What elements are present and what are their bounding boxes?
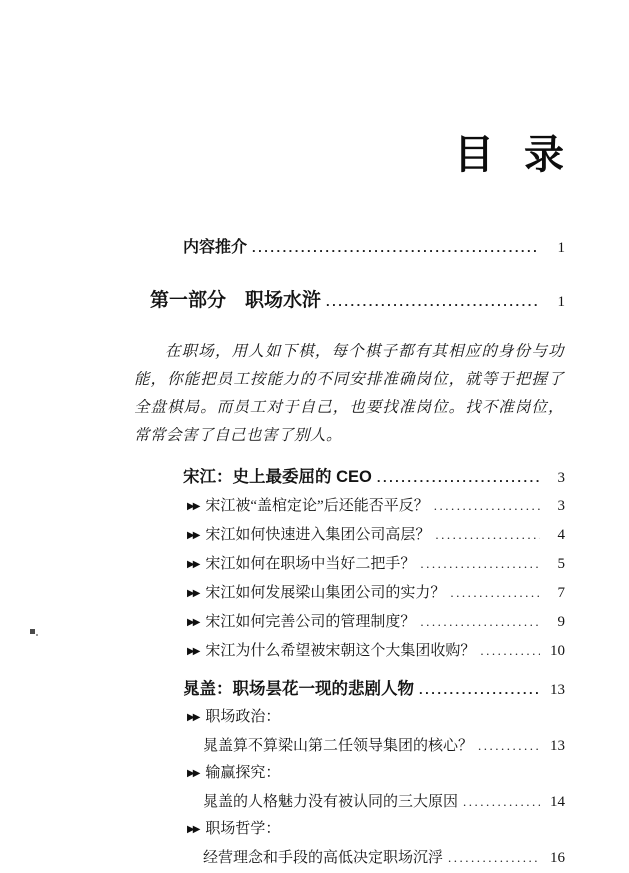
dot-leader bbox=[434, 492, 540, 519]
toc-entry-label: 第一部分 职场水浒 bbox=[150, 290, 322, 311]
dot-leader bbox=[480, 637, 540, 664]
toc-entry-front-matter bbox=[150, 234, 565, 262]
dot-leader bbox=[420, 550, 540, 577]
dot-leader bbox=[448, 844, 540, 871]
scan-speck-small bbox=[36, 634, 38, 636]
toc-item-label: 晁盖的人格魅力没有被认同的三大原因 bbox=[203, 794, 459, 810]
toc-item-continuation bbox=[150, 732, 565, 760]
toc-item bbox=[150, 760, 565, 788]
dot-leader bbox=[252, 234, 540, 261]
page-number: 14 bbox=[550, 794, 565, 810]
toc-item bbox=[150, 550, 565, 579]
page-title: 目 录 bbox=[454, 132, 565, 177]
page-number: 16 bbox=[550, 850, 565, 866]
double-arrow-icon: ▶▶ bbox=[187, 501, 199, 512]
toc-item-label: 职场哲学： bbox=[205, 821, 281, 837]
page-number: 5 bbox=[557, 556, 565, 572]
dot-leader bbox=[435, 521, 540, 548]
page-number: 1 bbox=[557, 294, 565, 310]
toc-section-title: 宋江：史上最委屈的 CEO bbox=[183, 468, 372, 486]
dot-leader bbox=[450, 579, 540, 606]
toc-section-songjiang bbox=[150, 464, 565, 492]
toc-item-label: 宋江如何完善公司的管理制度？ bbox=[205, 614, 416, 630]
toc-entry-part-one bbox=[150, 287, 565, 316]
double-arrow-icon: ▶▶ bbox=[187, 559, 199, 570]
dot-leader bbox=[463, 788, 540, 815]
toc-item-label: 宋江为什么希望被宋朝这个大集团收购？ bbox=[205, 643, 476, 659]
toc-section-chaogai bbox=[150, 676, 565, 704]
toc-item-label: 经营理念和手段的高低决定职场沉浮 bbox=[203, 850, 444, 866]
toc-item-label: 宋江如何发展梁山集团公司的实力？ bbox=[205, 585, 446, 601]
scan-speck bbox=[30, 629, 35, 634]
dot-leader bbox=[420, 608, 540, 635]
toc-item bbox=[150, 579, 565, 608]
part-intro-paragraph: 在职场，用人如下棋，每个棋子都有其相应的身份与功能，你能把员工按能力的不同安排准确岗位，就等于把握了全盘棋局。而员工对于自己，也要找准岗位。找不准岗位，常常会害了自己也害了别人。 bbox=[134, 343, 564, 444]
toc-item-label: 宋江被“盖棺定论”后还能否平反？ bbox=[205, 498, 429, 514]
toc-item-continuation bbox=[150, 844, 565, 872]
toc-item-label: 晁盖算不算梁山第二任领导集团的核心？ bbox=[203, 738, 474, 754]
dot-leader bbox=[478, 732, 540, 759]
toc-item-continuation bbox=[150, 788, 565, 816]
toc-item-label: 宋江如何在职场中当好二把手？ bbox=[205, 556, 416, 572]
double-arrow-icon: ▶▶ bbox=[187, 530, 199, 541]
page-number: 13 bbox=[550, 682, 565, 698]
double-arrow-icon: ▶▶ bbox=[187, 768, 199, 779]
page-number: 10 bbox=[550, 643, 565, 659]
page-number: 1 bbox=[557, 240, 565, 256]
page-number: 9 bbox=[557, 614, 565, 630]
dot-leader bbox=[377, 464, 540, 491]
toc-item-label: 职场政治： bbox=[205, 709, 281, 725]
toc-item bbox=[150, 637, 565, 666]
toc-item bbox=[150, 492, 565, 521]
toc-item bbox=[150, 521, 565, 550]
toc-item-label: 宋江如何快速进入集团公司高层？ bbox=[205, 527, 431, 543]
double-arrow-icon: ▶▶ bbox=[187, 824, 199, 835]
double-arrow-icon: ▶▶ bbox=[187, 588, 199, 599]
toc-item bbox=[150, 816, 565, 844]
toc-section-title: 晁盖：职场昙花一现的悲剧人物 bbox=[183, 680, 414, 698]
page-number: 3 bbox=[557, 470, 565, 486]
dot-leader bbox=[326, 288, 540, 315]
page-number: 7 bbox=[557, 585, 565, 601]
double-arrow-icon: ▶▶ bbox=[187, 712, 199, 723]
page-number: 4 bbox=[557, 527, 565, 543]
toc-item-label: 输赢探究： bbox=[205, 765, 281, 781]
page-number: 13 bbox=[550, 738, 565, 754]
double-arrow-icon: ▶▶ bbox=[187, 646, 199, 657]
double-arrow-icon: ▶▶ bbox=[187, 617, 199, 628]
dot-leader bbox=[419, 676, 540, 703]
page-number: 3 bbox=[557, 498, 565, 514]
toc-entry-label: 内容推介 bbox=[183, 239, 248, 256]
toc-item bbox=[150, 704, 565, 732]
toc-item bbox=[150, 608, 565, 637]
